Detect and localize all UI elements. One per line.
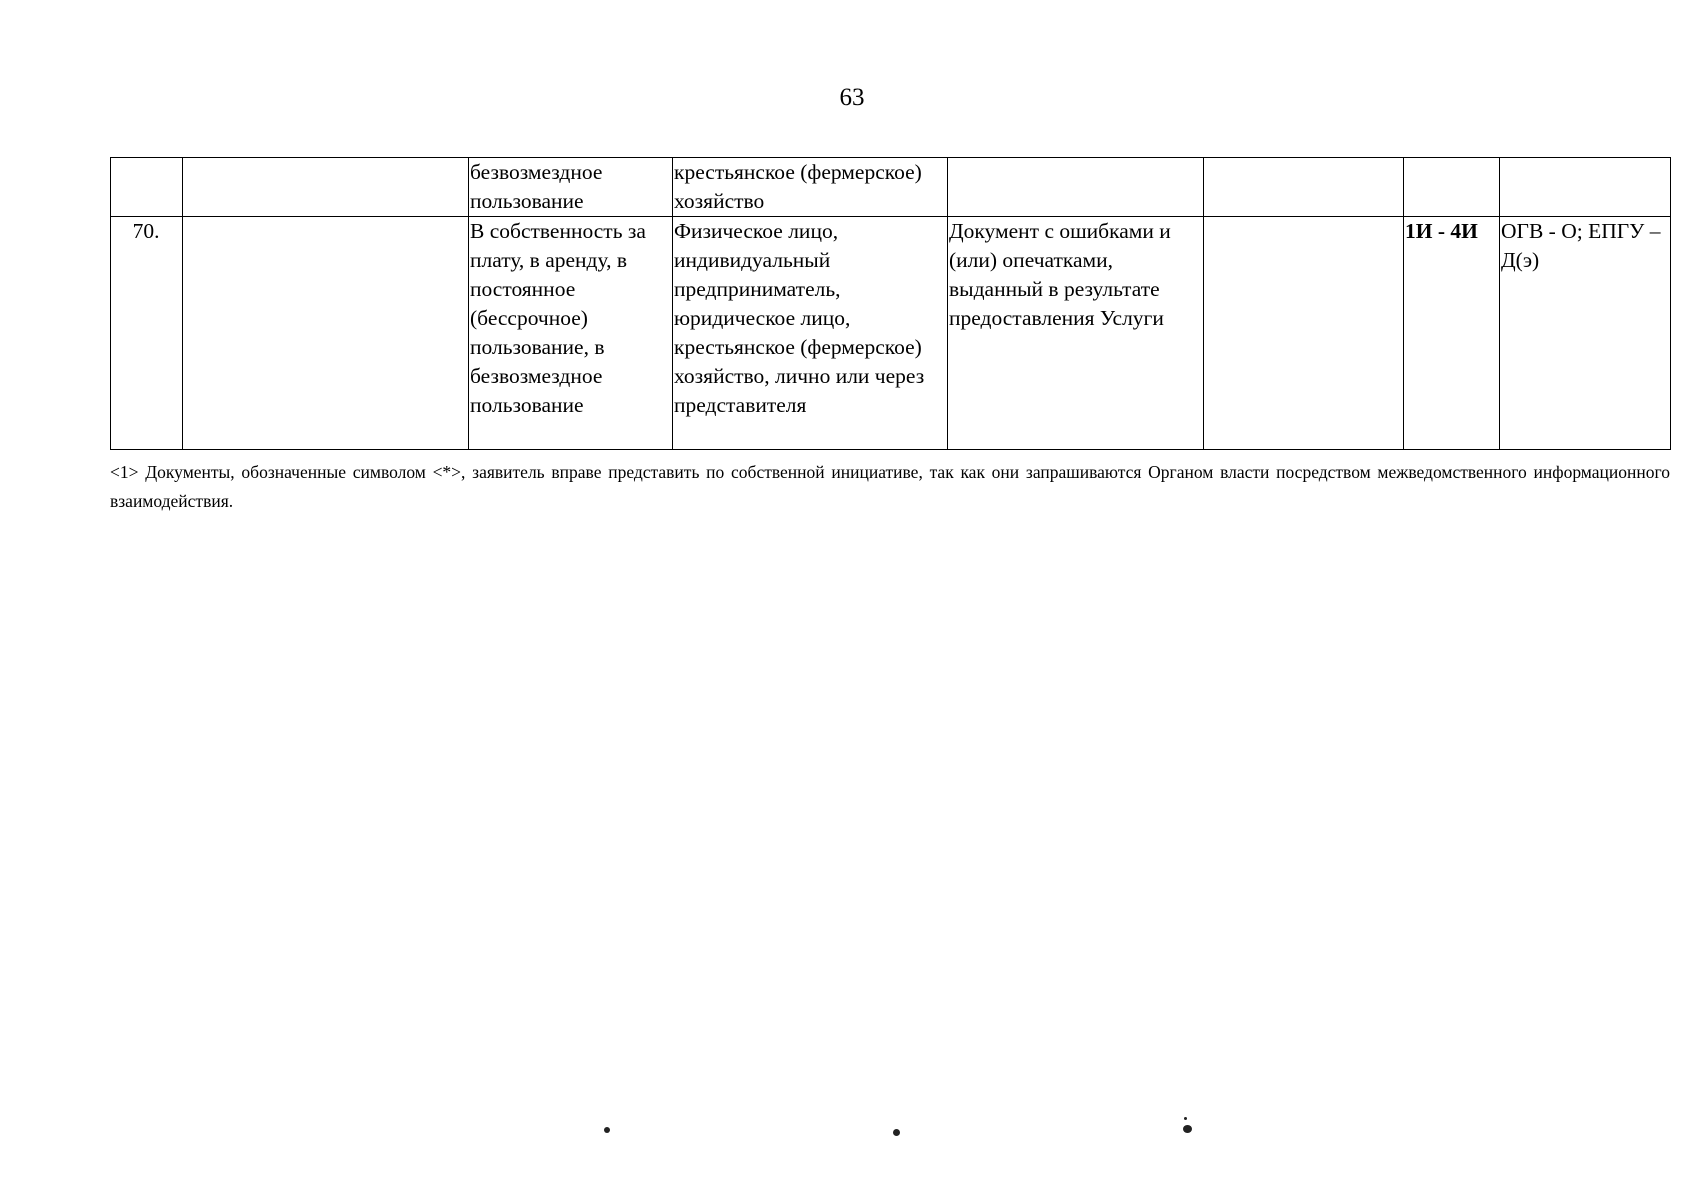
cell-number — [111, 158, 183, 217]
page-number: 63 — [839, 84, 865, 111]
scan-speck — [604, 1127, 610, 1133]
cell-document — [948, 158, 1204, 217]
cell-col6 — [1204, 217, 1404, 450]
cell-applicant: Физическое лицо, индивидуальный предприниматель, юридическое лицо, крестьянское (фермерское) хозяйство, лично или через представителя — [673, 217, 948, 450]
cell-col2 — [183, 158, 469, 217]
scan-speck — [1183, 1125, 1192, 1133]
services-table — [110, 157, 1671, 450]
cell-col6 — [1204, 158, 1404, 217]
cell-right-type: безвозмездное пользование — [469, 158, 673, 217]
cell-applicant: крестьянское (фермерское) хозяйство — [673, 158, 948, 217]
table-row-continuation — [111, 158, 1671, 217]
cell-code: 1И - 4И — [1404, 217, 1500, 450]
table-row — [111, 217, 1671, 450]
footnote: <1> Документы, обозначенные символом <*>, заявитель вправе представить по собственной инициативе, так как они запрашиваются Органом власти посредством межведомственного информационного взаимодействия. — [110, 462, 1670, 511]
cell-delivery: ОГВ - О; ЕПГУ – Д(э) — [1500, 217, 1671, 450]
cell-code — [1404, 158, 1500, 217]
cell-col2 — [183, 217, 469, 450]
scan-speck — [1184, 1117, 1187, 1120]
cell-delivery — [1500, 158, 1671, 217]
cell-number: 70. — [111, 217, 183, 450]
cell-document: Документ с ошибками и (или) опечатками, выданный в результате предоставления Услуги — [948, 217, 1204, 450]
scan-speck — [893, 1129, 900, 1136]
cell-right-type: В собственность за плату, в аренду, в постоянное (бессрочное) пользование, в безвозмездное пользование — [469, 217, 673, 450]
